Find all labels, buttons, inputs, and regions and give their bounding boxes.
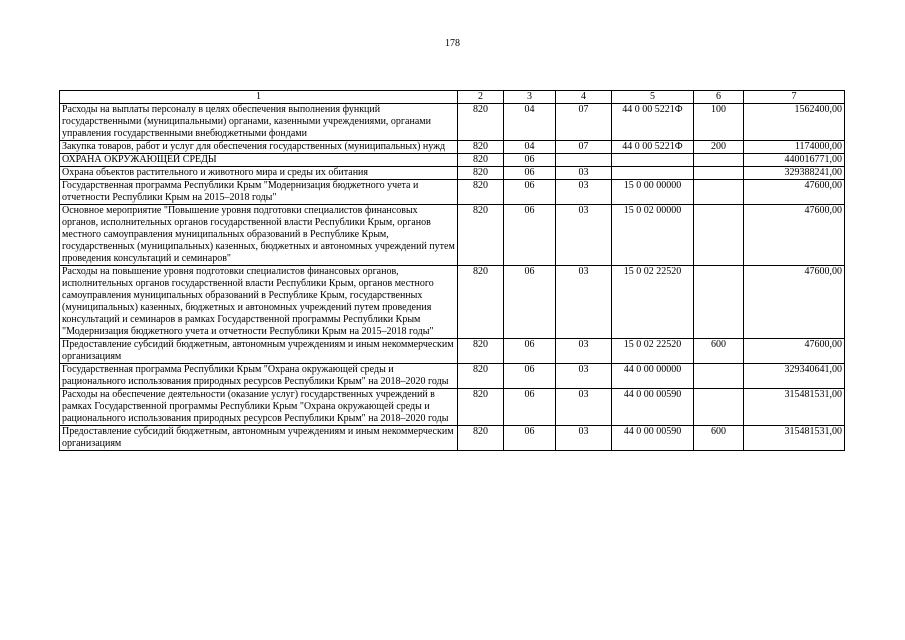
cell-target-article: 15 0 00 00000	[612, 180, 694, 205]
cell-subsection	[556, 154, 612, 167]
cell-ministry-code: 820	[458, 389, 504, 426]
cell-amount: 315481531,00	[744, 389, 845, 426]
cell-section: 06	[504, 266, 556, 339]
cell-ministry-code: 820	[458, 364, 504, 389]
cell-subsection: 03	[556, 167, 612, 180]
cell-amount: 315481531,00	[744, 426, 845, 451]
row-name: Закупка товаров, работ и услуг для обеспечения государственных (муниципальных) нужд	[60, 141, 458, 154]
cell-subsection: 03	[556, 205, 612, 266]
cell-target-article: 15 0 02 22520	[612, 266, 694, 339]
cell-ministry-code: 820	[458, 180, 504, 205]
cell-section: 06	[504, 180, 556, 205]
row-name: Государственная программа Республики Крым "Модернизация бюджетного учета и отчетности Республики Крым на 2015–2018 годы"	[60, 180, 458, 205]
table-row	[60, 389, 845, 426]
cell-amount: 47600,00	[744, 180, 845, 205]
cell-target-article: 44 0 00 00590	[612, 389, 694, 426]
cell-section: 06	[504, 426, 556, 451]
cell-amount: 329388241,00	[744, 167, 845, 180]
cell-target-article: 44 0 00 00590	[612, 426, 694, 451]
cell-subsection: 07	[556, 141, 612, 154]
cell-ministry-code: 820	[458, 104, 504, 141]
cell-expense-type	[694, 180, 744, 205]
cell-ministry-code: 820	[458, 266, 504, 339]
cell-expense-type: 600	[694, 426, 744, 451]
cell-section: 06	[504, 364, 556, 389]
table-row	[60, 205, 845, 266]
cell-amount: 47600,00	[744, 266, 845, 339]
table-row	[60, 364, 845, 389]
cell-amount: 1174000,00	[744, 141, 845, 154]
column-header: 6	[694, 91, 744, 104]
row-name: Государственная программа Республики Крым "Охрана окружающей среды и рационального использования природных ресурсов Республики Крым" на 2018–2020 годы	[60, 364, 458, 389]
cell-subsection: 03	[556, 364, 612, 389]
cell-target-article: 15 0 02 00000	[612, 205, 694, 266]
row-name: Предоставление субсидий бюджетным, автономным учреждениям и иным некоммерческим организациям	[60, 426, 458, 451]
cell-expense-type: 100	[694, 104, 744, 141]
row-name: Основное мероприятие "Повышение уровня подготовки специалистов финансовых органов, исполнительных органов государственной власти Республики Крым, органов местного самоуправления муниципальных образований в Республике Крым, государственных (муниципальных) казенных, бюджетных и автономных учреждений путем проведения консультаций и семинаров"	[60, 205, 458, 266]
cell-amount: 47600,00	[744, 339, 845, 364]
cell-section: 06	[504, 167, 556, 180]
page-number: 178	[445, 38, 460, 49]
cell-section: 06	[504, 154, 556, 167]
cell-subsection: 03	[556, 180, 612, 205]
table-row	[60, 266, 845, 339]
row-name: Расходы на выплаты персоналу в целях обеспечения выполнения функций государственными (муниципальными) органами, казенными учреждениями, органами управления государственными внебюджетными фондами	[60, 104, 458, 141]
cell-expense-type	[694, 266, 744, 339]
cell-expense-type	[694, 364, 744, 389]
column-header: 1	[60, 91, 458, 104]
cell-ministry-code: 820	[458, 205, 504, 266]
cell-subsection: 03	[556, 266, 612, 339]
table-row	[60, 426, 845, 451]
cell-expense-type: 200	[694, 141, 744, 154]
cell-expense-type	[694, 154, 744, 167]
cell-expense-type	[694, 389, 744, 426]
cell-section: 04	[504, 141, 556, 154]
cell-amount: 1562400,00	[744, 104, 845, 141]
row-name: ОХРАНА ОКРУЖАЮЩЕЙ СРЕДЫ	[60, 154, 458, 167]
cell-expense-type	[694, 205, 744, 266]
table-row	[60, 154, 845, 167]
cell-amount: 47600,00	[744, 205, 845, 266]
cell-section: 06	[504, 389, 556, 426]
cell-target-article	[612, 154, 694, 167]
cell-subsection: 03	[556, 339, 612, 364]
table-header-row	[60, 91, 845, 104]
cell-target-article: 44 0 00 5221Ф	[612, 141, 694, 154]
cell-ministry-code: 820	[458, 154, 504, 167]
cell-ministry-code: 820	[458, 426, 504, 451]
cell-ministry-code: 820	[458, 167, 504, 180]
table-row	[60, 104, 845, 141]
cell-ministry-code: 820	[458, 141, 504, 154]
cell-expense-type	[694, 167, 744, 180]
cell-subsection: 03	[556, 426, 612, 451]
table-row	[60, 167, 845, 180]
cell-amount: 329340641,00	[744, 364, 845, 389]
budget-table	[59, 90, 845, 451]
cell-amount: 440016771,00	[744, 154, 845, 167]
table-row	[60, 180, 845, 205]
column-header: 5	[612, 91, 694, 104]
cell-subsection: 03	[556, 389, 612, 426]
cell-ministry-code: 820	[458, 339, 504, 364]
table-row	[60, 339, 845, 364]
row-name: Охрана объектов растительного и животного мира и среды их обитания	[60, 167, 458, 180]
cell-target-article: 44 0 00 00000	[612, 364, 694, 389]
cell-section: 06	[504, 205, 556, 266]
column-header: 2	[458, 91, 504, 104]
row-name: Предоставление субсидий бюджетным, автономным учреждениям и иным некоммерческим организациям	[60, 339, 458, 364]
row-name: Расходы на обеспечение деятельности (оказание услуг) государственных учреждений в рамках Государственной программы Республики Крым "Охрана окружающей среды и рационального использования природных ресурсов Республики Крым" на 2018–2020 годы	[60, 389, 458, 426]
cell-section: 04	[504, 104, 556, 141]
table-row	[60, 141, 845, 154]
cell-target-article: 44 0 00 5221Ф	[612, 104, 694, 141]
column-header: 3	[504, 91, 556, 104]
cell-expense-type: 600	[694, 339, 744, 364]
cell-subsection: 07	[556, 104, 612, 141]
row-name: Расходы на повышение уровня подготовки специалистов финансовых органов, исполнительных органов государственной власти Республики Крым, органов местного самоуправления муниципальных образований в Республике Крым, государственных (муниципальных) казенных, бюджетных и автономных учреждений путем проведения консультаций и семинаров в рамках Государственной программы Республики Крым "Модернизация бюджетного учета и отчетности Республики Крым на 2015–2018 годы"	[60, 266, 458, 339]
column-header: 4	[556, 91, 612, 104]
cell-target-article	[612, 167, 694, 180]
cell-section: 06	[504, 339, 556, 364]
cell-target-article: 15 0 02 22520	[612, 339, 694, 364]
column-header: 7	[744, 91, 845, 104]
